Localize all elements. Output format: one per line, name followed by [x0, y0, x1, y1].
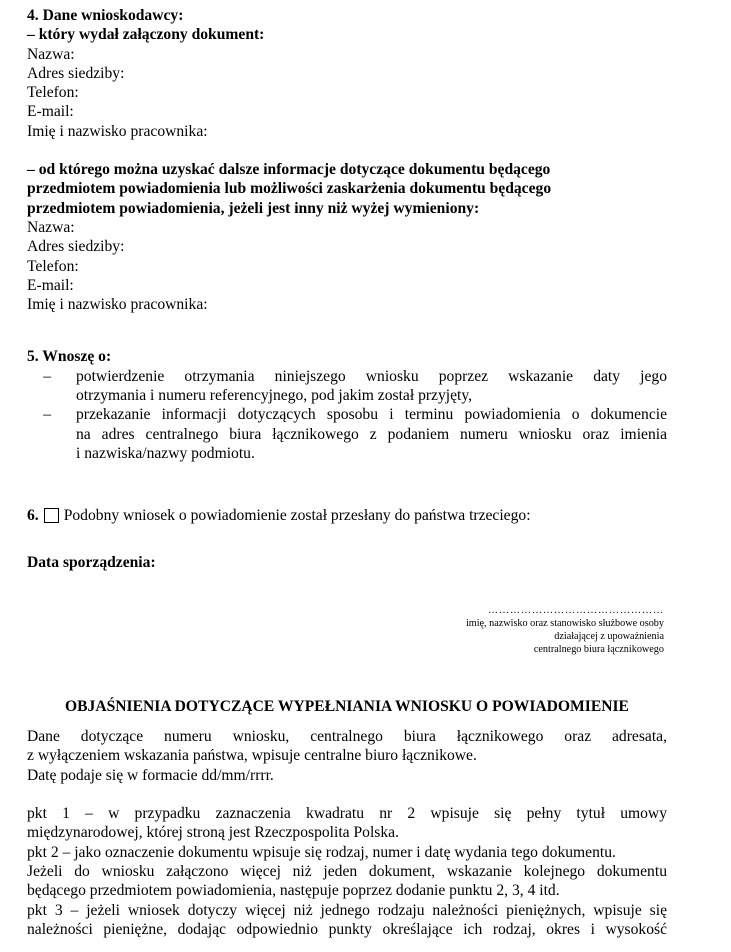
field-phone-label-2: Telefon: [27, 257, 79, 275]
explanation-line: Datę podaje się w formacie dd/mm/rrrr. [27, 766, 274, 784]
explanation-line: pkt 2 – jako oznaczenie dokumentu wpisuje się rodzaj, numer i datę wydania tego dokumentu. [27, 843, 616, 861]
list-item-line: otrzymania i numeru referencyjnego, pod jakim został przyjęty, [76, 387, 473, 405]
signature-caption-line: działającej z upoważnienia [554, 630, 664, 642]
explanation-line: z wyłączeniem wskazania państwa, wpisuje centralne biuro łącznikowe. [27, 747, 477, 765]
signature-block [27, 605, 667, 667]
list-dash: – [43, 406, 51, 424]
section-6-row [27, 506, 667, 525]
field-name-label-2: Nazwa: [27, 218, 75, 236]
section-5-title: 5. Wnoszę o: [27, 348, 112, 366]
field-employee-label: Imię i nazwisko pracownika: [27, 122, 208, 140]
explanation-line: należności pieniężne, dodając odpowiednio punkty określające ich rodzaj, okres i wysokość [27, 920, 667, 938]
section-5-item-confirmation [27, 367, 667, 406]
explanation-line: będącego przedmiotem powiadomienia, następuje poprzez dodanie punktu 2, 3, 4 itd. [27, 882, 560, 900]
section-6-text: Podobny wniosek o powiadomienie został przesłany do państwa trzeciego: [63, 507, 531, 525]
document-page [27, 6, 667, 939]
list-item-line: i nazwiska/nazwy podmiotu. [76, 444, 255, 462]
section-4-subtitle-issuer: – który wydał załączony dokument: [27, 26, 265, 44]
field-phone-label: Telefon: [27, 84, 79, 102]
date-label: Data sporządzenia: [27, 553, 156, 571]
list-dash: – [43, 367, 51, 385]
field-address-label: Adres siedziby: [27, 64, 125, 82]
section-6-checkbox[interactable] [44, 508, 59, 523]
section-5-item-information [27, 405, 667, 463]
signature-caption-line: imię, nazwisko oraz stanowisko służbowe osoby [465, 617, 664, 629]
field-email-label: E-mail: [27, 103, 74, 121]
explanations-heading: OBJAŚNIENIA DOTYCZĄCE WYPEŁNIANIA WNIOSKU O POWIADOMIENIE [65, 697, 629, 715]
explanations-intro [27, 727, 667, 785]
section-4-title: 4. Dane wnioskodawcy: [27, 7, 184, 24]
field-email-label-2: E-mail: [27, 276, 74, 294]
explanations-points [27, 804, 667, 939]
section-4-subtitle-contact-line3: przedmiotem powiadomienia, jeżeli jest inny niż wyżej wymieniony: [27, 199, 480, 217]
signature-caption [466, 617, 664, 656]
list-item-line: na adres centralnego biura łącznikowego z podaniem numeru wniosku oraz imienia [76, 425, 667, 443]
section-4-subtitle-contact-line1: – od którego można uzyskać dalsze informacje dotyczące dokumentu będącego [27, 161, 551, 179]
section-4-subtitle-contact-line2: przedmiotem powiadomienia lub możliwości zaskarżenia dokumentu będącego [27, 180, 552, 198]
explanation-line: Jeżeli do wniosku załączono więcej niż jeden dokument, wskazanie kolejnego dokumentu [27, 862, 667, 880]
field-address-label-2: Adres siedziby: [27, 238, 125, 256]
explanation-line: międzynarodowej, której stroną jest Rzeczpospolita Polska. [27, 824, 399, 842]
section-6-number: 6. [27, 507, 39, 525]
explanation-line: Dane dotyczące numeru wniosku, centralnego biura łącznikowego oraz adresata, [27, 728, 667, 746]
field-name-label: Nazwa: [27, 45, 75, 63]
list-item-line: potwierdzenie otrzymania niniejszego wniosku poprzez wskazanie daty jego [76, 367, 667, 385]
list-item-line: przekazanie informacji dotyczących sposobu i terminu powiadomienia o dokumencie [76, 406, 667, 424]
explanation-line: pkt 3 – jeżeli wniosek dotyczy więcej niż jednego rodzaju należności pieniężnych, wpisuje się [27, 901, 667, 919]
section-5-list [27, 367, 667, 463]
explanation-line: pkt 1 – w przypadku zaznaczenia kwadratu nr 2 wpisuje się pełny tytuł umowy [27, 805, 667, 823]
field-employee-label-2: Imię i nazwisko pracownika: [27, 296, 208, 314]
signature-caption-line: centralnego biura łącznikowego [533, 643, 664, 655]
signature-dots: ………………………………………… [488, 604, 664, 616]
